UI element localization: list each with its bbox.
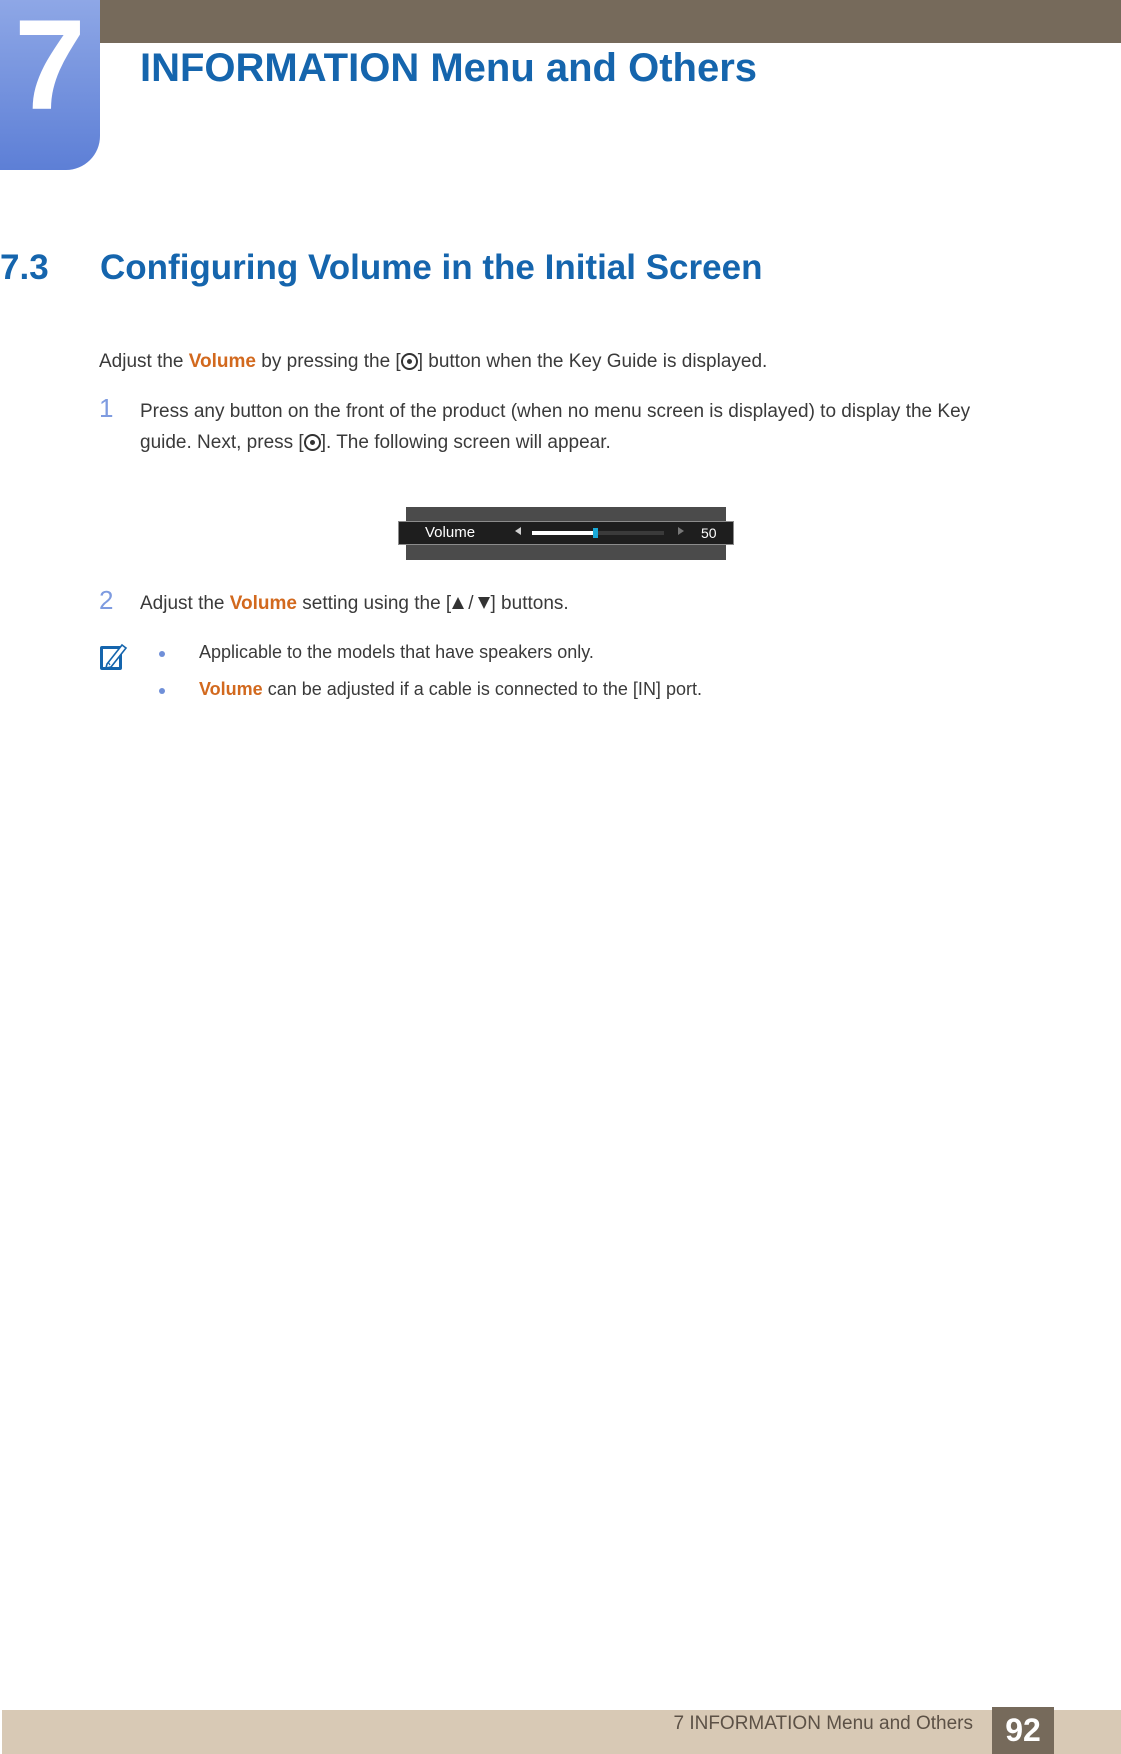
note-body: can be adjusted if a cable is connected to the [IN] port. xyxy=(262,679,702,699)
volume-slider[interactable] xyxy=(532,531,664,535)
step-text-line: Press any button on the front of the product (when no menu screen is displayed) to display the Key xyxy=(140,401,971,422)
right-arrow-icon xyxy=(678,527,684,535)
step-text: guide. Next, press [ xyxy=(140,432,304,453)
section-number: 7.3 xyxy=(0,248,49,287)
step-2-text xyxy=(140,588,569,619)
step-text: ]. The following screen will appear. xyxy=(320,432,611,453)
step-1-text xyxy=(140,396,970,458)
step-text: ] buttons. xyxy=(490,593,569,614)
page-number: 92 xyxy=(992,1707,1054,1754)
osd-bar xyxy=(398,521,734,545)
osd-label: Volume xyxy=(425,524,476,541)
chapter-tab xyxy=(0,0,100,170)
bullet-dot xyxy=(159,688,165,694)
intro-text: ] button when the Key Guide is displayed. xyxy=(417,351,768,372)
note-body: Applicable to the models that have speakers only. xyxy=(199,642,594,662)
step-number: 1 xyxy=(99,393,114,423)
step-text: Adjust the xyxy=(140,593,230,614)
volume-keyword: Volume xyxy=(188,351,256,372)
bullet-dot xyxy=(159,651,165,657)
left-arrow-icon xyxy=(515,527,521,535)
intro-paragraph xyxy=(99,346,767,377)
step-text-line xyxy=(140,427,970,458)
note-pencil-icon xyxy=(98,640,130,674)
slider-fill xyxy=(532,531,595,535)
note-keyword: Volume xyxy=(199,679,263,699)
down-arrow-icon xyxy=(477,596,491,610)
step-text: setting using the [ xyxy=(297,593,452,614)
section-heading xyxy=(0,248,762,288)
header-bar xyxy=(0,0,1121,43)
footer-label: 7 INFORMATION Menu and Others xyxy=(673,1713,973,1734)
volume-osd xyxy=(398,507,734,560)
note-text xyxy=(199,679,702,700)
osd-value: 50 xyxy=(701,525,717,541)
separator: / xyxy=(468,593,474,614)
slider-knob[interactable] xyxy=(593,528,598,538)
enter-button-icon xyxy=(304,434,321,451)
volume-keyword: Volume xyxy=(229,593,297,614)
intro-text: Adjust the xyxy=(99,351,189,372)
note-text xyxy=(199,642,594,663)
intro-text: by pressing the [ xyxy=(256,351,401,372)
section-title: Configuring Volume in the Initial Screen xyxy=(100,248,763,287)
up-arrow-icon xyxy=(451,596,465,610)
step-number: 2 xyxy=(99,585,114,615)
enter-button-icon xyxy=(401,353,418,370)
chapter-title: INFORMATION Menu and Others xyxy=(140,46,758,90)
chapter-number: 7 xyxy=(14,0,86,137)
